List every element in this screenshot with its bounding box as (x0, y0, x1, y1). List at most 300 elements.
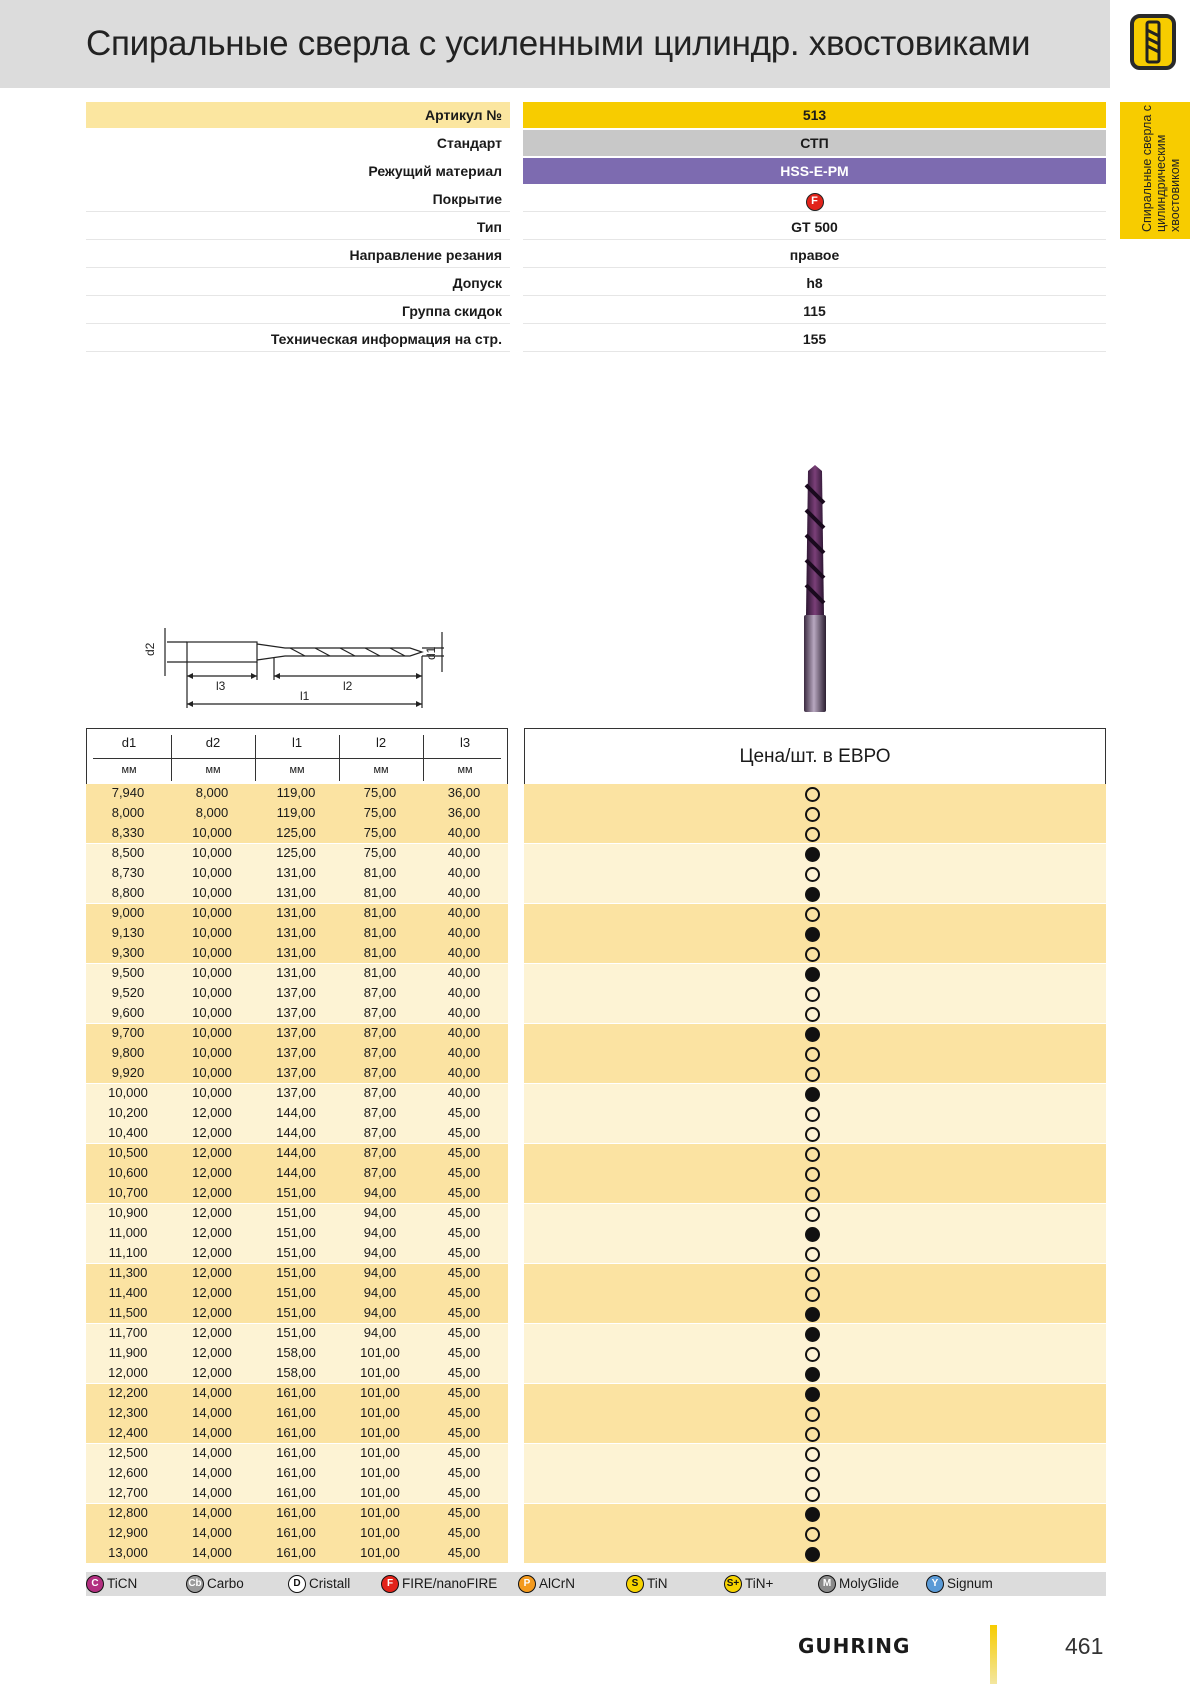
cell-l3: 45,00 (447, 1524, 481, 1540)
cell-l1: 161,00 (276, 1484, 316, 1500)
table-row (86, 1284, 1106, 1304)
legend-item (818, 1574, 899, 1594)
cell-d1: 12,000 (108, 1364, 148, 1380)
cell-l2: 101,00 (360, 1464, 400, 1480)
cell-l2: 87,00 (363, 1025, 397, 1040)
stock-filled-icon (805, 1227, 820, 1242)
cell-l1: 144,00 (276, 1124, 316, 1140)
stock-filled-icon (805, 1507, 820, 1522)
cell-l3: 45,00 (447, 1404, 481, 1420)
cell-l2: 75,00 (363, 785, 397, 800)
legend-label: TiN (647, 1576, 668, 1591)
page-number: 461 (1065, 1633, 1104, 1659)
cell-l1: 125,00 (276, 845, 316, 860)
diagram-label-d1: d1 (424, 646, 438, 660)
cell-d2: 8,000 (195, 785, 229, 800)
cell-d1: 9,520 (111, 984, 145, 1000)
table-row (86, 1004, 1106, 1024)
cell-d1: 13,000 (108, 1544, 148, 1560)
property-row-material (86, 158, 1106, 184)
cell-l2: 94,00 (363, 1244, 397, 1260)
cell-l2: 101,00 (360, 1344, 400, 1360)
table-row (86, 1064, 1106, 1084)
cell-l2: 94,00 (363, 1205, 397, 1220)
stock-open-icon (805, 1447, 820, 1462)
cell-d1: 12,300 (108, 1404, 148, 1420)
table-row (86, 1404, 1106, 1424)
coating-alcrn-icon: P (518, 1575, 536, 1593)
column-header-l3 (423, 729, 507, 787)
cell-d1: 12,900 (108, 1524, 148, 1540)
cell-l2: 87,00 (363, 1104, 397, 1120)
stock-open-icon (805, 1187, 820, 1202)
cell-d2: 12,000 (192, 1124, 232, 1140)
cell-l3: 40,00 (447, 1025, 481, 1040)
cell-d1: 9,130 (111, 924, 145, 940)
table-row (86, 824, 1106, 844)
cell-l1: 131,00 (276, 924, 316, 940)
table-row (86, 1264, 1106, 1284)
stock-filled-icon (805, 887, 820, 902)
side-tab-label: Спиральные сверла с цилиндрическим хвостовиком (1140, 105, 1182, 232)
stock-filled-icon (805, 1307, 820, 1322)
stock-open-icon (805, 1427, 820, 1442)
cell-d2: 14,000 (192, 1505, 232, 1520)
property-value: СТП (523, 130, 1106, 156)
stock-filled-icon (805, 1027, 820, 1042)
cell-d2: 12,000 (192, 1284, 232, 1300)
stock-open-icon (805, 907, 820, 922)
table-row (86, 1384, 1106, 1404)
column-unit: мм (205, 764, 221, 776)
cell-l3: 40,00 (447, 924, 481, 940)
cell-d1: 11,900 (108, 1344, 148, 1360)
property-value: GT 500 (523, 214, 1106, 240)
stock-filled-icon (805, 1387, 820, 1402)
cell-l2: 94,00 (363, 1304, 397, 1320)
cell-l3: 45,00 (447, 1445, 481, 1460)
cell-l3: 45,00 (447, 1505, 481, 1520)
table-row (86, 1184, 1106, 1204)
cell-d2: 12,000 (192, 1104, 232, 1120)
property-label: Допуск (86, 270, 510, 296)
legend-item (186, 1574, 244, 1594)
cell-l3: 45,00 (447, 1205, 481, 1220)
coating-legend (86, 1572, 1106, 1596)
cell-d2: 10,000 (192, 884, 232, 900)
legend-item (381, 1574, 497, 1594)
cell-d1: 9,300 (111, 944, 145, 960)
property-row-discount-group (86, 298, 1106, 324)
cell-d1: 11,700 (108, 1325, 148, 1340)
cell-l1: 137,00 (276, 1004, 316, 1020)
cell-l3: 40,00 (447, 1004, 481, 1020)
cell-l2: 101,00 (360, 1424, 400, 1440)
cell-d2: 14,000 (192, 1424, 232, 1440)
cell-l1: 131,00 (276, 965, 316, 980)
coating-carbo-icon: Cb (186, 1575, 204, 1593)
cell-l2: 87,00 (363, 1064, 397, 1080)
table-row (86, 944, 1106, 964)
stock-open-icon (805, 947, 820, 962)
cell-l3: 45,00 (447, 1344, 481, 1360)
cell-d1: 10,400 (108, 1124, 148, 1140)
legend-item (626, 1574, 668, 1594)
stock-open-icon (805, 1107, 820, 1122)
cell-l3: 40,00 (447, 845, 481, 860)
property-value: 115 (523, 298, 1106, 324)
cell-l3: 45,00 (447, 1544, 481, 1560)
cell-l2: 87,00 (363, 1164, 397, 1180)
table-row (86, 1224, 1106, 1244)
cell-l2: 87,00 (363, 1085, 397, 1100)
cell-l2: 101,00 (360, 1364, 400, 1380)
cell-l3: 45,00 (447, 1364, 481, 1380)
cell-l2: 94,00 (363, 1184, 397, 1200)
cell-l1: 161,00 (276, 1424, 316, 1440)
table-row (86, 1084, 1106, 1104)
cell-d1: 7,940 (111, 785, 145, 800)
cell-l3: 45,00 (447, 1104, 481, 1120)
stock-open-icon (805, 827, 820, 842)
cell-l2: 101,00 (360, 1445, 400, 1460)
diagram-label-d2: d2 (143, 642, 157, 656)
property-label: Техническая информация на стр. (86, 326, 510, 352)
cell-l3: 45,00 (447, 1464, 481, 1480)
cell-d2: 12,000 (192, 1224, 232, 1240)
cell-l3: 40,00 (447, 1085, 481, 1100)
cell-l2: 87,00 (363, 984, 397, 1000)
property-value: HSS-E-PM (523, 158, 1106, 184)
cell-l3: 40,00 (447, 824, 481, 840)
cell-d2: 10,000 (192, 965, 232, 980)
cell-l1: 151,00 (276, 1265, 316, 1280)
column-name: l3 (459, 735, 471, 750)
cell-d2: 8,000 (195, 804, 229, 820)
cell-l3: 45,00 (447, 1284, 481, 1300)
cell-d2: 12,000 (192, 1325, 232, 1340)
cell-l1: 137,00 (276, 1044, 316, 1060)
column-unit: мм (121, 764, 137, 776)
cell-l3: 45,00 (447, 1145, 481, 1160)
cell-d2: 14,000 (192, 1544, 232, 1560)
table-row (86, 1124, 1106, 1144)
cell-d1: 8,800 (111, 884, 145, 900)
coating-fire-nanofire-icon: F (381, 1575, 399, 1593)
stock-open-icon (805, 1067, 820, 1082)
cell-l2: 81,00 (363, 944, 397, 960)
cell-l3: 40,00 (447, 884, 481, 900)
cell-l2: 75,00 (363, 845, 397, 860)
stock-open-icon (805, 1287, 820, 1302)
cell-d1: 12,700 (108, 1484, 148, 1500)
cell-l3: 45,00 (447, 1385, 481, 1400)
cell-l1: 137,00 (276, 1025, 316, 1040)
property-row-tech-info (86, 326, 1106, 352)
cell-l3: 45,00 (447, 1124, 481, 1140)
cell-l1: 161,00 (276, 1404, 316, 1420)
diagram-label-l2: l2 (343, 679, 353, 693)
cell-l2: 81,00 (363, 924, 397, 940)
legend-item (926, 1574, 993, 1594)
table-row (86, 1424, 1106, 1444)
table-row (86, 1544, 1106, 1564)
cell-d2: 14,000 (192, 1464, 232, 1480)
dimension-diagram (140, 618, 460, 718)
cell-l1: 151,00 (276, 1205, 316, 1220)
table-row (86, 1104, 1106, 1124)
page-title: Спиральные сверла с усиленными цилиндр. хвостовиками (86, 24, 1031, 63)
legend-label: TiN+ (745, 1576, 774, 1591)
cell-d1: 8,330 (111, 824, 145, 840)
column-name: l2 (375, 735, 387, 750)
cell-l2: 101,00 (360, 1385, 400, 1400)
price-column-header: Цена/шт. в ЕВРО (524, 728, 1106, 786)
stock-open-icon (805, 1127, 820, 1142)
table-row (86, 1364, 1106, 1384)
property-row-coating (86, 186, 1106, 212)
table-row (86, 884, 1106, 904)
cell-l2: 87,00 (363, 1124, 397, 1140)
cell-l2: 87,00 (363, 1004, 397, 1020)
cell-l1: 151,00 (276, 1284, 316, 1300)
cell-d1: 12,600 (108, 1464, 148, 1480)
stock-filled-icon (805, 847, 820, 862)
cell-l3: 45,00 (447, 1424, 481, 1440)
table-row (86, 984, 1106, 1004)
cell-l1: 151,00 (276, 1224, 316, 1240)
cell-l3: 36,00 (447, 785, 481, 800)
property-row-tolerance (86, 270, 1106, 296)
table-row (86, 1164, 1106, 1184)
property-label: Режущий материал (368, 163, 502, 179)
cell-l3: 40,00 (447, 944, 481, 960)
column-name: d1 (121, 735, 137, 750)
cell-l1: 131,00 (276, 905, 316, 920)
legend-label: Cristall (309, 1576, 351, 1591)
cell-d2: 14,000 (192, 1404, 232, 1420)
cell-l2: 87,00 (363, 1145, 397, 1160)
cell-l3: 40,00 (447, 984, 481, 1000)
cell-d1: 12,800 (108, 1505, 148, 1520)
stock-open-icon (805, 1267, 820, 1282)
cell-d1: 9,600 (111, 1004, 145, 1020)
legend-label: Signum (947, 1576, 993, 1591)
cell-d2: 10,000 (192, 824, 232, 840)
cell-d2: 10,000 (192, 924, 232, 940)
cell-d2: 10,000 (192, 984, 232, 1000)
property-label: Направление резания (86, 242, 510, 268)
coating-tin--icon: S+ (724, 1575, 742, 1593)
cell-d1: 10,500 (108, 1145, 148, 1160)
diagram-label-l1: l1 (300, 689, 310, 703)
legend-label: Carbo (207, 1576, 244, 1591)
cell-d1: 11,100 (108, 1244, 148, 1260)
legend-label: MolyGlide (839, 1576, 900, 1591)
cell-d2: 12,000 (192, 1145, 232, 1160)
cell-l3: 45,00 (447, 1164, 481, 1180)
property-value (523, 186, 1106, 212)
stock-open-icon (805, 1207, 820, 1222)
legend-item (86, 1574, 137, 1594)
cell-d1: 11,000 (108, 1224, 148, 1240)
cell-d2: 12,000 (192, 1164, 232, 1180)
legend-item (518, 1574, 575, 1594)
property-label: Тип (86, 214, 510, 240)
cell-l1: 119,00 (276, 785, 316, 800)
stock-filled-icon (805, 1327, 820, 1342)
table-row (86, 1304, 1106, 1324)
diagram-label-l3: l3 (216, 679, 226, 693)
cell-d2: 14,000 (192, 1524, 232, 1540)
stock-open-icon (805, 1467, 820, 1482)
cell-d1: 11,500 (108, 1304, 148, 1320)
cell-l2: 81,00 (363, 905, 397, 920)
table-row (86, 1464, 1106, 1484)
cell-l3: 36,00 (447, 804, 481, 820)
cell-l2: 101,00 (360, 1404, 400, 1420)
cell-l1: 151,00 (276, 1244, 316, 1260)
cell-l1: 131,00 (276, 884, 316, 900)
cell-d1: 10,000 (108, 1085, 148, 1100)
stock-open-icon (805, 1487, 820, 1502)
property-row-standard (86, 130, 1106, 156)
property-label: Покрытие (86, 186, 510, 212)
stock-open-icon (805, 1247, 820, 1262)
cell-d2: 10,000 (192, 1044, 232, 1060)
column-unit: мм (457, 764, 473, 776)
column-name: d2 (205, 735, 221, 750)
legend-label: AlCrN (539, 1576, 575, 1591)
stock-open-icon (805, 1167, 820, 1182)
property-row-type (86, 214, 1106, 240)
cell-l1: 161,00 (276, 1385, 316, 1400)
cell-d1: 12,500 (108, 1445, 148, 1460)
cell-d2: 10,000 (192, 845, 232, 860)
cell-l2: 101,00 (360, 1505, 400, 1520)
cell-d1: 10,600 (108, 1164, 148, 1180)
cell-l1: 144,00 (276, 1104, 316, 1120)
stock-filled-icon (805, 1367, 820, 1382)
cell-l1: 151,00 (276, 1304, 316, 1320)
cell-d1: 11,300 (108, 1265, 148, 1280)
cell-l2: 101,00 (360, 1544, 400, 1560)
cell-d1: 12,400 (108, 1424, 148, 1440)
cell-l3: 45,00 (447, 1244, 481, 1260)
cell-d2: 12,000 (192, 1364, 232, 1380)
table-row (86, 964, 1106, 984)
cell-l3: 40,00 (447, 965, 481, 980)
cell-l3: 40,00 (447, 864, 481, 880)
cell-l2: 87,00 (363, 1044, 397, 1060)
table-row (86, 1044, 1106, 1064)
cell-l2: 81,00 (363, 965, 397, 980)
coating-ticn-icon: C (86, 1575, 104, 1593)
cell-l1: 125,00 (276, 824, 316, 840)
stock-open-icon (805, 787, 820, 802)
cell-d1: 12,200 (108, 1385, 148, 1400)
cell-d2: 12,000 (192, 1205, 232, 1220)
header-bar (0, 0, 1110, 88)
side-tab (1120, 102, 1190, 239)
cell-d1: 9,500 (111, 965, 145, 980)
footer-accent-bar (990, 1625, 997, 1684)
cell-l2: 94,00 (363, 1284, 397, 1300)
cell-d2: 12,000 (192, 1344, 232, 1360)
cell-d2: 12,000 (192, 1265, 232, 1280)
cell-d1: 9,800 (111, 1044, 145, 1060)
table-row (86, 1484, 1106, 1504)
cell-l2: 81,00 (363, 864, 397, 880)
cell-d1: 10,900 (108, 1205, 148, 1220)
table-row (86, 1244, 1106, 1264)
cell-l1: 161,00 (276, 1544, 316, 1560)
legend-item (724, 1574, 773, 1594)
cell-d2: 14,000 (192, 1484, 232, 1500)
table-row (86, 1524, 1106, 1544)
cell-d2: 10,000 (192, 864, 232, 880)
cell-l2: 94,00 (363, 1265, 397, 1280)
cell-l1: 144,00 (276, 1145, 316, 1160)
table-row (86, 1024, 1106, 1044)
legend-label: FIRE/nanoFIRE (402, 1576, 498, 1591)
property-value: h8 (523, 270, 1106, 296)
cell-l1: 144,00 (276, 1164, 316, 1180)
drill-photo (790, 465, 840, 715)
cell-l1: 131,00 (276, 944, 316, 960)
cell-d1: 11,400 (108, 1284, 148, 1300)
cell-d2: 10,000 (192, 1064, 232, 1080)
cell-l3: 45,00 (447, 1184, 481, 1200)
stock-open-icon (805, 1347, 820, 1362)
cell-d2: 12,000 (192, 1184, 232, 1200)
cell-l1: 151,00 (276, 1184, 316, 1200)
table-row (86, 844, 1106, 864)
table-row (86, 1324, 1106, 1344)
cell-d2: 10,000 (192, 905, 232, 920)
column-unit: мм (289, 764, 305, 776)
cell-d1: 8,500 (111, 845, 145, 860)
cell-d1: 9,700 (111, 1025, 145, 1040)
cell-l1: 119,00 (276, 804, 316, 820)
coating-tin-icon: S (626, 1575, 644, 1593)
cell-d1: 8,000 (111, 804, 145, 820)
cell-l1: 131,00 (276, 864, 316, 880)
cell-d2: 10,000 (192, 1085, 232, 1100)
cell-l2: 75,00 (363, 824, 397, 840)
table-row (86, 804, 1106, 824)
table-row (86, 1444, 1106, 1464)
cell-d2: 14,000 (192, 1445, 232, 1460)
cell-d2: 10,000 (192, 1004, 232, 1020)
cell-l1: 161,00 (276, 1505, 316, 1520)
cell-d1: 9,920 (111, 1064, 145, 1080)
table-row (86, 1504, 1106, 1524)
cell-l3: 45,00 (447, 1325, 481, 1340)
legend-item (288, 1574, 350, 1594)
cell-d2: 12,000 (192, 1304, 232, 1320)
stock-open-icon (805, 867, 820, 882)
cell-l2: 94,00 (363, 1325, 397, 1340)
stock-filled-icon (805, 1547, 820, 1562)
property-label: Группа скидок (86, 298, 510, 324)
cell-l1: 161,00 (276, 1524, 316, 1540)
cell-d1: 10,200 (108, 1104, 148, 1120)
cell-l2: 101,00 (360, 1484, 400, 1500)
stock-open-icon (805, 1527, 820, 1542)
stock-open-icon (805, 1007, 820, 1022)
cell-l2: 94,00 (363, 1224, 397, 1240)
